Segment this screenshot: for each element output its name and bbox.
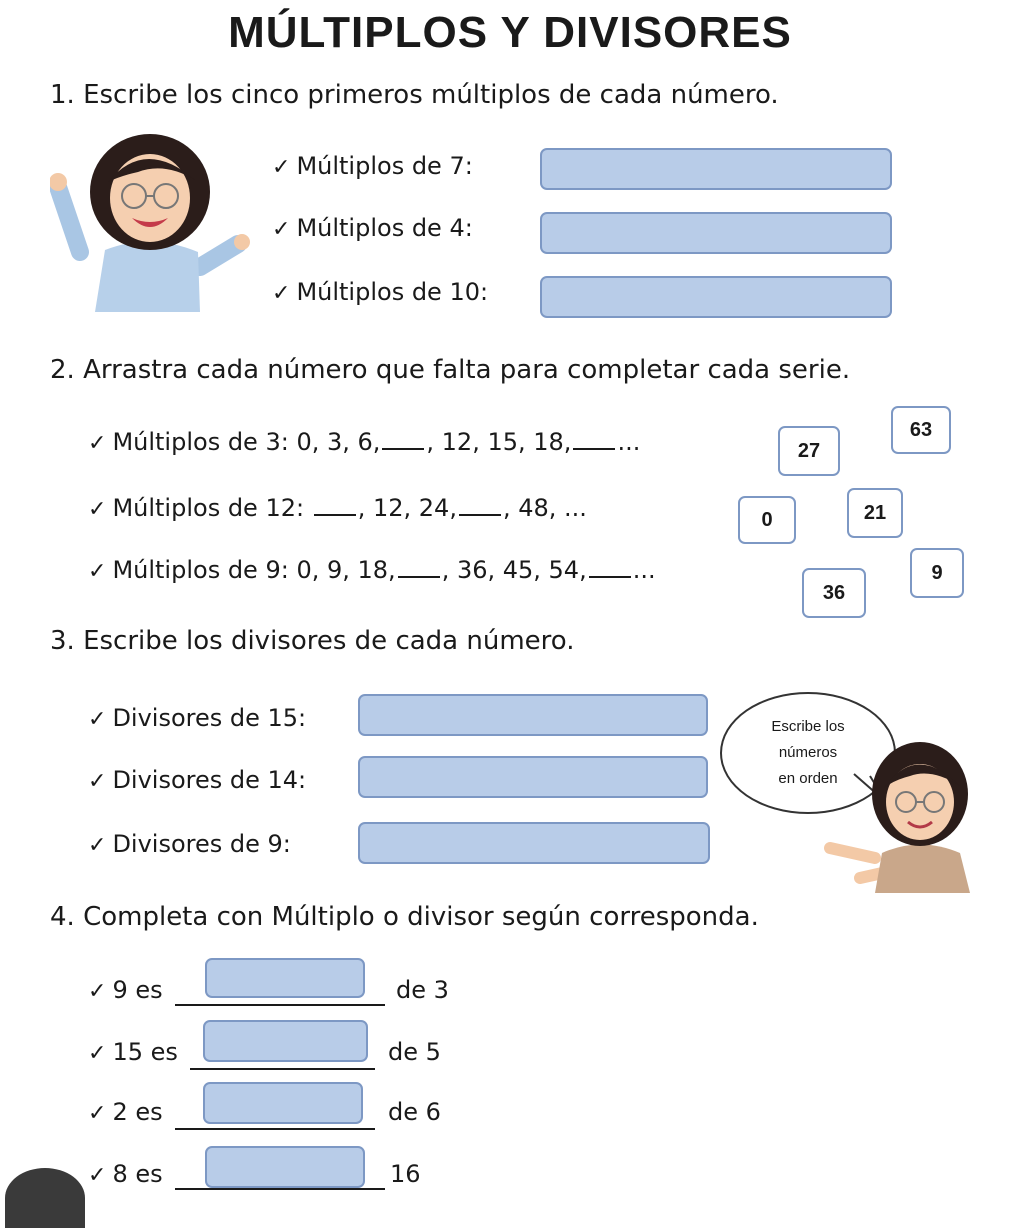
section4-suffix: 16	[390, 1160, 421, 1188]
section4-row: ✓ 8 es	[88, 1160, 163, 1188]
section4-suffix: de 3	[396, 976, 449, 1004]
drop-slot[interactable]	[314, 496, 356, 516]
series-row: ✓ Múltiplos de 3: 0, 3, 6, , 12, 15, 18, ...	[88, 428, 641, 456]
overlay-button[interactable]	[5, 1168, 85, 1228]
answer-box-type[interactable]	[205, 958, 365, 998]
answer-underline	[175, 1128, 375, 1130]
section1-item: ✓ Múltiplos de 10:	[272, 278, 489, 306]
drop-slot[interactable]	[459, 496, 501, 516]
section3-item: ✓ Divisores de 14:	[88, 766, 307, 794]
answer-box-multiples-7[interactable]	[540, 148, 892, 190]
answer-box-divisors-15[interactable]	[358, 694, 708, 736]
section3-heading: 3. Escribe los divisores de cada número.	[50, 626, 575, 656]
answer-box-multiples-10[interactable]	[540, 276, 892, 318]
section4-heading: 4. Completa con Múltiplo o divisor según corresponda.	[50, 902, 759, 932]
section4-suffix: de 5	[388, 1038, 441, 1066]
drag-tile[interactable]: 9	[910, 548, 964, 598]
series-row: ✓ Múltiplos de 9: 0, 9, 18, , 36, 45, 54, ...	[88, 556, 656, 584]
answer-box-divisors-14[interactable]	[358, 756, 708, 798]
section1-item: ✓ Múltiplos de 7:	[272, 152, 473, 180]
answer-box-multiples-4[interactable]	[540, 212, 892, 254]
section1-heading: 1. Escribe los cinco primeros múltiplos de cada número.	[50, 80, 779, 110]
speech-bubble: Escribe los números en orden	[720, 692, 896, 814]
drop-slot[interactable]	[589, 558, 631, 578]
drag-tile[interactable]: 0	[738, 496, 796, 544]
drag-tile[interactable]: 27	[778, 426, 840, 476]
section3-item: ✓ Divisores de 15:	[88, 704, 307, 732]
answer-box-type[interactable]	[203, 1020, 368, 1062]
section4-row: ✓ 2 es	[88, 1098, 163, 1126]
drop-slot[interactable]	[398, 558, 440, 578]
drag-tile[interactable]: 21	[847, 488, 903, 538]
answer-underline	[175, 1004, 385, 1006]
answer-box-type[interactable]	[205, 1146, 365, 1188]
series-row: ✓ Múltiplos de 12: , 12, 24, , 48, ...	[88, 494, 587, 522]
answer-box-type[interactable]	[203, 1082, 363, 1124]
page-title: MÚLTIPLOS Y DIVISORES	[228, 8, 792, 57]
drop-slot[interactable]	[382, 430, 424, 450]
drop-slot[interactable]	[573, 430, 615, 450]
section4-suffix: de 6	[388, 1098, 441, 1126]
teacher-avatar-pointing	[820, 728, 980, 893]
section4-row: ✓ 9 es	[88, 976, 163, 1004]
answer-box-divisors-9[interactable]	[358, 822, 710, 864]
answer-underline	[175, 1188, 385, 1190]
section2-heading: 2. Arrastra cada número que falta para completar cada serie.	[50, 355, 851, 385]
section4-row: ✓ 15 es	[88, 1038, 178, 1066]
answer-underline	[190, 1068, 375, 1070]
drag-tile[interactable]: 36	[802, 568, 866, 618]
section1-item: ✓ Múltiplos de 4:	[272, 214, 473, 242]
drag-tile[interactable]: 63	[891, 406, 951, 454]
section3-item: ✓ Divisores de 9:	[88, 830, 291, 858]
teacher-avatar-waving	[50, 132, 250, 312]
